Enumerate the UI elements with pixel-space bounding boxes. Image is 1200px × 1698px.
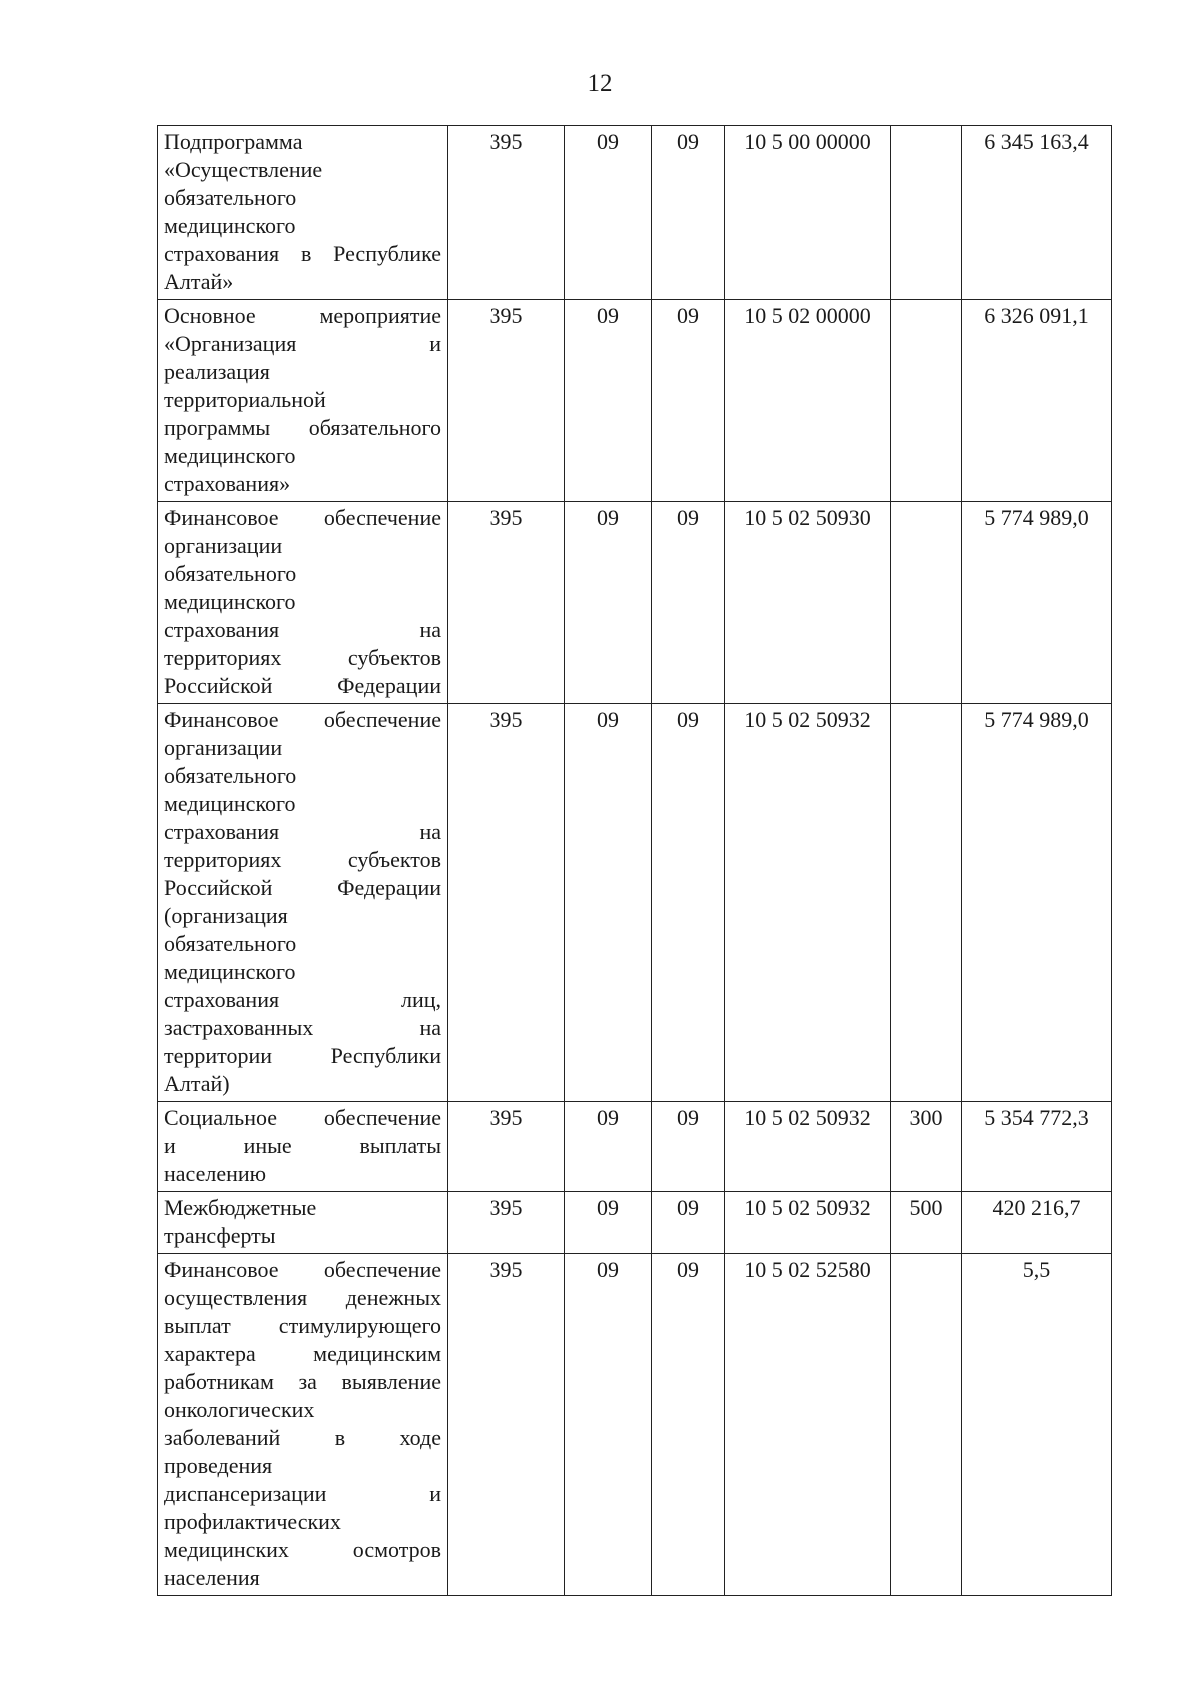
item-name-cell [158, 1102, 448, 1192]
item-name-line: обязательного [164, 185, 297, 210]
section-cell: 09 [565, 126, 652, 300]
expense-type-cell [891, 704, 962, 1102]
item-name-line: медицинского [164, 213, 296, 238]
item-name-line: характера медицинским [164, 1341, 441, 1366]
item-name-line: реализация [164, 359, 270, 384]
section-cell: 09 [565, 1254, 652, 1596]
budget-table [157, 125, 1112, 1596]
item-name-cell [158, 126, 448, 300]
item-name-cell [158, 502, 448, 704]
grbs-cell: 395 [448, 300, 565, 502]
grbs-cell: 395 [448, 1102, 565, 1192]
amount-cell: 5 774 989,0 [962, 502, 1112, 704]
item-name-line: Финансовое обеспечение [164, 505, 441, 530]
amount-cell: 6 345 163,4 [962, 126, 1112, 300]
subsection-cell: 09 [652, 502, 725, 704]
item-name-line: и иные выплаты [164, 1133, 441, 1158]
item-name-line: страхования» [164, 471, 291, 496]
item-name-line: «Организация и [164, 331, 441, 356]
subsection-cell: 09 [652, 1102, 725, 1192]
item-name-line: обязательного [164, 763, 297, 788]
item-name-line: «Осуществление [164, 157, 323, 182]
item-name-line: осуществления денежных [164, 1285, 441, 1310]
item-name-line: диспансеризации и [164, 1481, 441, 1506]
target-article-cell: 10 5 00 00000 [725, 126, 891, 300]
expense-type-cell [891, 126, 962, 300]
amount-cell: 5 774 989,0 [962, 704, 1112, 1102]
table-row [158, 502, 1112, 704]
item-name-line: Основное мероприятие [164, 303, 441, 328]
expense-type-cell: 500 [891, 1192, 962, 1254]
item-name-line: территории Республики [164, 1043, 441, 1068]
subsection-cell: 09 [652, 126, 725, 300]
item-name-line: Финансовое обеспечение [164, 707, 441, 732]
grbs-cell: 395 [448, 126, 565, 300]
section-cell: 09 [565, 704, 652, 1102]
item-name-line: Межбюджетные [164, 1195, 317, 1220]
amount-cell: 6 326 091,1 [962, 300, 1112, 502]
item-name-line: Российской Федерации [164, 673, 441, 698]
target-article-cell: 10 5 02 52580 [725, 1254, 891, 1596]
item-name-line: медицинских осмотров [164, 1537, 441, 1562]
amount-cell: 5,5 [962, 1254, 1112, 1596]
grbs-cell: 395 [448, 1254, 565, 1596]
item-name-cell [158, 300, 448, 502]
item-name-line: медицинского [164, 589, 296, 614]
item-name-line: онкологических [164, 1397, 315, 1422]
subsection-cell: 09 [652, 704, 725, 1102]
item-name-line: медицинского [164, 791, 296, 816]
page-number: 12 [587, 70, 613, 97]
item-name-line: работникам за выявление [164, 1369, 441, 1394]
table-row [158, 1254, 1112, 1596]
item-name-cell [158, 1192, 448, 1254]
target-article-cell: 10 5 02 50932 [725, 704, 891, 1102]
table-body [158, 126, 1112, 1596]
item-name-line: организации [164, 533, 283, 558]
item-name-line: страхования на [164, 819, 441, 844]
item-name-line: (организация [164, 903, 288, 928]
grbs-cell: 395 [448, 704, 565, 1102]
grbs-cell: 395 [448, 502, 565, 704]
item-name-line: обязательного [164, 931, 297, 956]
item-name-line: заболеваний в ходе [164, 1425, 441, 1450]
subsection-cell: 09 [652, 1254, 725, 1596]
expense-type-cell [891, 502, 962, 704]
table-row [158, 1102, 1112, 1192]
expense-type-cell [891, 300, 962, 502]
item-name-line: медицинского [164, 443, 296, 468]
item-name-line: застрахованных на [164, 1015, 441, 1040]
item-name-line: страхования на [164, 617, 441, 642]
target-article-cell: 10 5 02 00000 [725, 300, 891, 502]
amount-cell: 420 216,7 [962, 1192, 1112, 1254]
item-name-cell [158, 1254, 448, 1596]
item-name-line: страхования в Республике [164, 241, 441, 266]
grbs-cell: 395 [448, 1192, 565, 1254]
item-name-line: профилактических [164, 1509, 341, 1534]
item-name-line: Алтай) [164, 1071, 230, 1096]
item-name-line: Социальное обеспечение [164, 1105, 441, 1130]
item-name-line: территориальной [164, 387, 326, 412]
item-name-line: населения [164, 1565, 260, 1590]
item-name-cell [158, 704, 448, 1102]
item-name-line: Российской Федерации [164, 875, 441, 900]
target-article-cell: 10 5 02 50932 [725, 1192, 891, 1254]
table-row [158, 1192, 1112, 1254]
subsection-cell: 09 [652, 300, 725, 502]
section-cell: 09 [565, 1192, 652, 1254]
section-cell: 09 [565, 300, 652, 502]
item-name-line: трансферты [164, 1223, 276, 1248]
item-name-line: населению [164, 1161, 267, 1186]
item-name-line: организации [164, 735, 283, 760]
item-name-line: выплат стимулирующего [164, 1313, 441, 1338]
item-name-line: обязательного [164, 561, 297, 586]
item-name-line: медицинского [164, 959, 296, 984]
item-name-line: Финансовое обеспечение [164, 1257, 441, 1282]
target-article-cell: 10 5 02 50932 [725, 1102, 891, 1192]
table-row [158, 704, 1112, 1102]
subsection-cell: 09 [652, 1192, 725, 1254]
item-name-line: страхования лиц, [164, 987, 441, 1012]
amount-cell: 5 354 772,3 [962, 1102, 1112, 1192]
table-row [158, 126, 1112, 300]
table-row [158, 300, 1112, 502]
section-cell: 09 [565, 1102, 652, 1192]
item-name-line: территориях субъектов [164, 645, 441, 670]
target-article-cell: 10 5 02 50930 [725, 502, 891, 704]
expense-type-cell: 300 [891, 1102, 962, 1192]
item-name-line: территориях субъектов [164, 847, 441, 872]
item-name-line: программы обязательного [164, 415, 441, 440]
item-name-line: Алтай» [164, 269, 234, 294]
item-name-line: Подпрограмма [164, 129, 303, 154]
expense-type-cell [891, 1254, 962, 1596]
item-name-line: проведения [164, 1453, 273, 1478]
section-cell: 09 [565, 502, 652, 704]
